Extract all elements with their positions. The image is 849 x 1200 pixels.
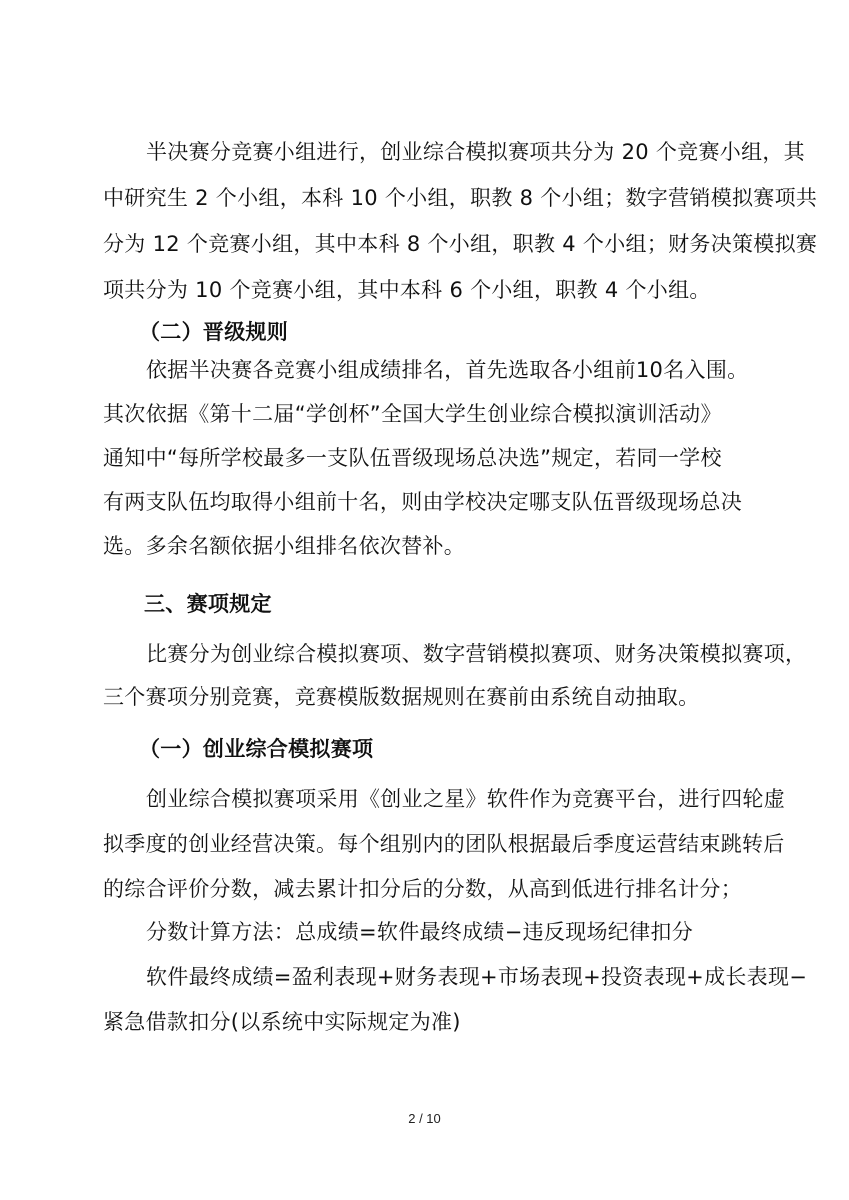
paragraph-line: 有两支队伍均取得小组前十名，则由学校决定哪支队伍晋级现场总决 bbox=[103, 490, 742, 514]
section-heading-startup-simulation: （一）创业综合模拟赛项 bbox=[139, 737, 374, 761]
paragraph-line: 紧急借款扣分(以系统中实际规定为准) bbox=[103, 1010, 461, 1034]
paragraph-line: 中研究生 2 个小组，本科 10 个小组，职教 8 个小组；数字营销模拟赛项共 bbox=[103, 186, 818, 210]
paragraph-line: 通知中“每所学校最多一支队伍晋级现场总决选”规定，若同一学校 bbox=[103, 446, 722, 470]
paragraph-line: 三个赛项分别竞赛，竞赛模版数据规则在赛前由系统自动抽取。 bbox=[103, 685, 700, 709]
paragraph-line: 分为 12 个竞赛小组，其中本科 8 个小组，职教 4 个小组；财务决策模拟赛 bbox=[103, 232, 818, 256]
paragraph-line: 的综合评价分数，减去累计扣分后的分数，从高到低进行排名计分； bbox=[103, 877, 742, 901]
paragraph-line: 依据半决赛各竞赛小组成绩排名，首先选取各小组前10名入围。 bbox=[146, 358, 749, 382]
paragraph-line: 分数计算方法：总成绩=软件最终成绩−违反现场纪律扣分 bbox=[146, 920, 693, 944]
paragraph-line: 比赛分为创业综合模拟赛项、数字营销模拟赛项、财务决策模拟赛项， bbox=[146, 642, 807, 666]
paragraph-line: 项共分为 10 个竞赛小组，其中本科 6 个小组，职教 4 个小组。 bbox=[103, 278, 711, 302]
paragraph-line: 拟季度的创业经营决策。每个组别内的团队根据最后季度运营结束跳转后 bbox=[103, 832, 785, 856]
section-heading-event-rules: 三、赛项规定 bbox=[144, 592, 272, 616]
paragraph-line: 其次依据《第十二届“学创杯”全国大学生创业综合模拟演训活动》 bbox=[103, 402, 722, 426]
paragraph-line: 软件最终成绩=盈利表现+财务表现+市场表现+投资表现+成长表现− bbox=[146, 965, 808, 989]
page-number: 2 / 10 bbox=[408, 1111, 441, 1126]
paragraph-line: 选。多余名额依据小组排名依次替补。 bbox=[103, 534, 466, 558]
paragraph-line: 创业综合模拟赛项采用《创业之星》软件作为竞赛平台，进行四轮虚 bbox=[146, 787, 785, 811]
section-heading-promotion-rules: （二）晋级规则 bbox=[139, 320, 289, 344]
paragraph-line: 半决赛分竞赛小组进行，创业综合模拟赛项共分为 20 个竞赛小组，其 bbox=[146, 140, 805, 164]
